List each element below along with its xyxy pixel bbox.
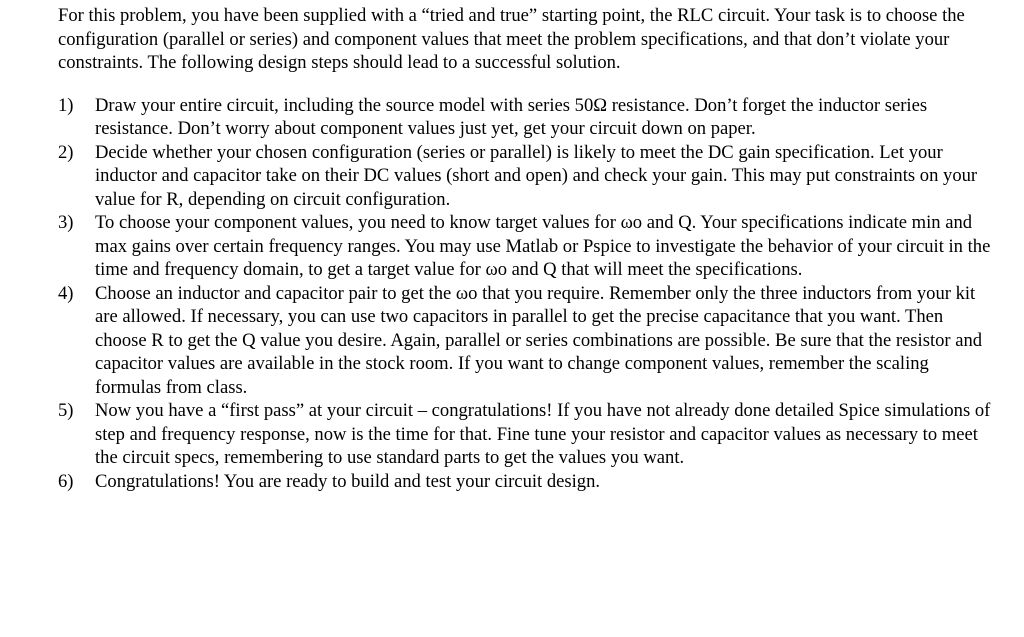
step-text: Decide whether your chosen configuration (series or parallel) is likely to meet the DC gain specification. Let your inductor and capacitor take on their DC values (short and open) and check your gain. This may put constraints on your value for R, depending on circuit configuration. [95, 141, 978, 210]
design-steps-list [58, 94, 998, 494]
step-text: Draw your entire circuit, including the source model with series 50Ω resistance. Don’t forget the inductor series resistance. Don’t worry about component values just yet, get your circuit down on paper. [95, 94, 928, 139]
step-number: 3) [58, 212, 74, 233]
step-number: 4) [58, 282, 74, 304]
step-text: To choose your component values, you need to know target values for ωo and Q. Your specifications indicate min and max gains over certain frequency ranges. You may use Matlab or Pspice to investigate the behavior of your circuit in the time and frequency domain, to get a target value for ωo and Q that will meet the specifications. [95, 212, 991, 280]
step-item [58, 282, 998, 400]
step-text: Choose an inductor and capacitor pair to get the ωo that you require. Remember only the three inductors from your kit are allowed. If necessary, you can use two capacitors in parallel to get the precise capacitance that you want. Then choose R to get the Q value you desire. Again, parallel or series combinations are possible. Be sure that the resistor and capacitor values are available in the stock room. If you want to change component values, remember the scaling formulas from class. [95, 282, 983, 398]
step-text: Now you have a “first pass” at your circuit – congratulations! If you have not already done detailed Spice simulations of step and frequency response, now is the time for that. Fine tune your resistor and capacitor values as necessary to meet the circuit specs, remembering to use standard parts to get the values you want. [95, 400, 991, 468]
step-number: 1) [58, 94, 74, 116]
document-body [58, 4, 998, 493]
step-text: Congratulations! You are ready to build and test your circuit design. [95, 470, 601, 492]
step-number: 5) [58, 400, 74, 421]
step-number: 6) [58, 470, 74, 492]
step-item [58, 211, 998, 282]
step-item [58, 470, 998, 494]
step-item [58, 94, 998, 141]
step-number: 2) [58, 141, 74, 163]
intro-paragraph: For this problem, you have been supplied with a “tried and true” starting point, the RLC circuit. Your task is to choose the configuration (parallel or series) and component values that meet the problem specifications, and that don’t violate your constraints. The following design steps should lead to a successful solution. [58, 5, 965, 73]
step-item [58, 141, 998, 212]
step-item [58, 399, 998, 470]
